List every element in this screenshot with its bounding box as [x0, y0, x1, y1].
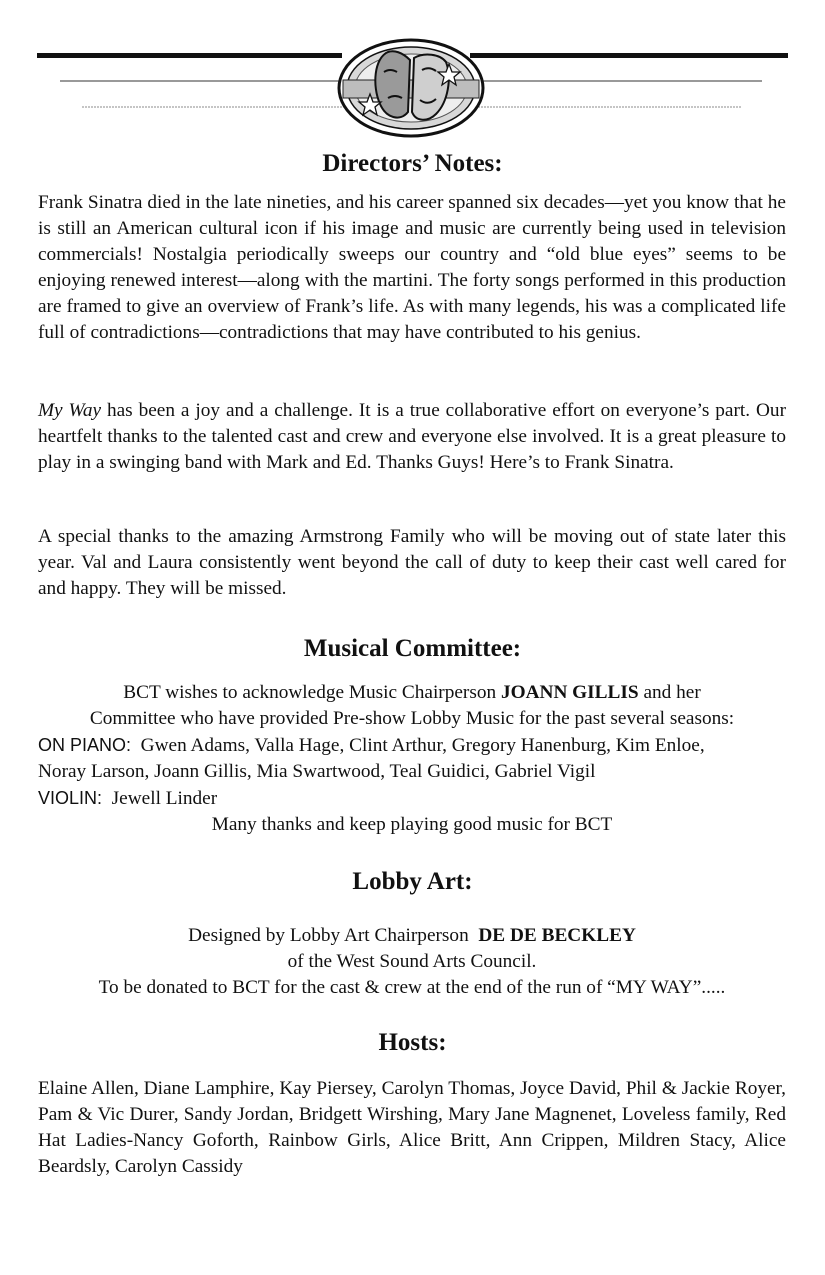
lobby-art-chairperson-name: DE DE BECKLEY — [478, 925, 636, 946]
top-rule-right — [470, 53, 788, 58]
lobby-art-line-2: of the West Sound Arts Council. — [287, 951, 537, 972]
committee-line-2: Committee who have provided Pre-show Lobby Music for the past several seasons: — [89, 708, 735, 729]
directors-notes-paragraph-1: Frank Sinatra died in the late nineties, and his career spanned six decades—yet you know that he is still an American cultural icon if his image and music are currently being used in television commercials! Nostalgia periodically sweeps our country and “old blue eyes” seems to be enjoying renewed interest—along with the martini. The forty songs performed in this production are framed to give an overview of Frank’s life. As with many legends, his was a complicated life full of contradictions—contradictions that may have contributed to his genius. — [38, 192, 786, 343]
directors-notes-paragraph-3: A special thanks to the amazing Armstrong Family who will be moving out of state later this year. Val and Laura consistently went beyond the call of duty to keep their cast well cared for and happy. They will be missed. — [38, 526, 786, 599]
committee-thanks: Many thanks and keep playing good music for BCT — [211, 814, 613, 835]
lobby-art-line-1 — [38, 923, 786, 949]
header-ornament — [0, 0, 825, 140]
committee-line-1 — [38, 680, 786, 706]
hosts-list: Elaine Allen, Diane Lamphire, Kay Piersey, Carolyn Thomas, Joyce David, Phil & Jackie Royer, Pam & Vic Durer, Sandy Jordan, Bridgett Wirshing, Mary Jane Magnenet, Loveless family, Red Hat Ladies-Nancy Goforth, Rainbow Girls, Alice Britt, Ann Crippen, Mildren Stacy, Alice Beardsly, Carolyn Cassidy — [38, 1078, 786, 1177]
lobby-art-body — [38, 923, 786, 1001]
musical-committee-heading: Musical Committee: — [303, 635, 522, 662]
violin-names: Jewell Linder — [111, 788, 218, 809]
theater-masks-emblem-icon — [339, 40, 483, 136]
piano-line-2: Noray Larson, Joann Gillis, Mia Swartwood, Teal Guidici, Gabriel Vigil — [38, 761, 596, 782]
lobby-art-line-3: To be donated to BCT for the cast & crew at the end of the run of “MY WAY”..... — [98, 977, 726, 998]
committee-intro-tail: and her — [638, 682, 701, 703]
show-title: My Way — [38, 400, 102, 421]
directors-notes-paragraph-2 — [38, 398, 786, 476]
directors-notes-heading: Directors’ Notes: — [322, 150, 503, 177]
lobby-art-heading: Lobby Art: — [352, 868, 473, 895]
music-chairperson-name: JOANN GILLIS — [500, 682, 639, 703]
committee-intro-text: BCT wishes to acknowledge Music Chairperson — [123, 682, 501, 703]
piano-line-1 — [38, 732, 786, 759]
hosts-heading: Hosts: — [378, 1029, 447, 1056]
lobby-art-intro-text: Designed by Lobby Art Chairperson — [188, 925, 474, 946]
violin-label: VIOLIN: — [38, 788, 103, 808]
directors-notes-paragraph-2-text: has been a joy and a challenge. It is a true collaborative effort on everyone’s part. Our heartfelt thanks to the talented cast and crew and everyone else involved. It is a great pleasure to play in a swinging band with Mark and Ed. Thanks Guys! Here’s to Frank Sinatra. — [38, 400, 786, 473]
piano-label: ON PIANO: — [38, 735, 132, 755]
violin-line — [38, 785, 786, 812]
piano-names-1: Gwen Adams, Valla Hage, Clint Arthur, Gregory Hanenburg, Kim Enloe, — [140, 735, 705, 756]
musical-committee-body — [38, 680, 786, 838]
top-rule-left — [37, 53, 342, 58]
